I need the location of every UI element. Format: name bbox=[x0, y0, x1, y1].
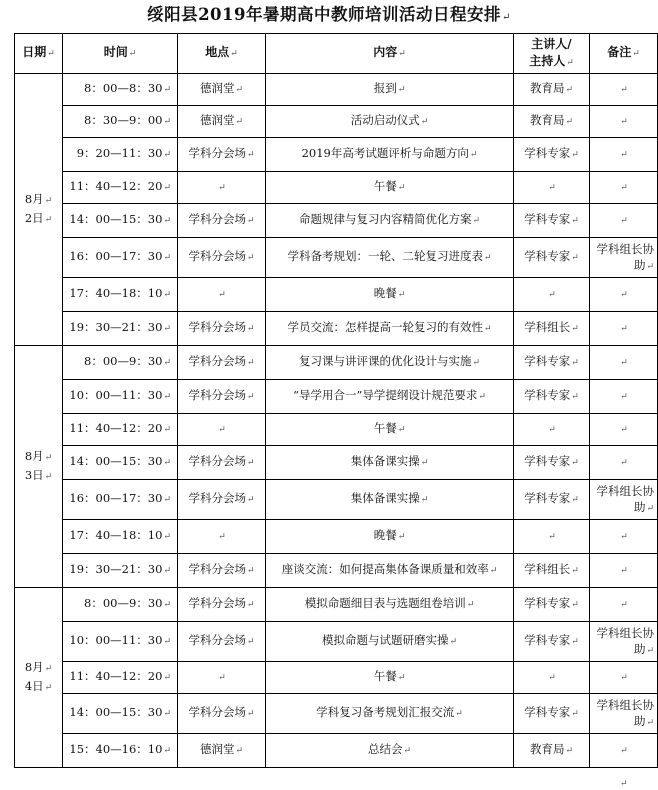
header-content: 内容↵ bbox=[266, 34, 514, 74]
time-cell: 11：40—12：20↵ bbox=[63, 172, 178, 204]
title-text: 绥阳县2019年暑期高中教师培训活动日程安排 bbox=[147, 5, 502, 24]
content-cell: 报到↵ bbox=[266, 74, 514, 106]
host-cell: 教育局↵ bbox=[514, 734, 590, 768]
note-cell: 学科组长协助↵ bbox=[590, 238, 658, 278]
date-cell: 8月↵ 2日↵ bbox=[15, 74, 63, 346]
place-cell: 学科分会场↵ bbox=[178, 588, 266, 622]
time-cell: 10：00—11：30↵ bbox=[63, 622, 178, 662]
content-cell: 晚餐↵ bbox=[266, 520, 514, 554]
host-cell: ↵ bbox=[514, 662, 590, 694]
place-cell: 学科分会场↵ bbox=[178, 446, 266, 480]
content-cell: 命题规律与复习内容精简优化方案↵ bbox=[266, 204, 514, 238]
note-cell: ↵ bbox=[590, 414, 658, 446]
time-cell: 14：00—15：30↵ bbox=[63, 694, 178, 734]
table-row bbox=[15, 74, 658, 106]
note-cell: ↵ bbox=[590, 554, 658, 588]
note-cell: 学科组长协助↵ bbox=[590, 480, 658, 520]
content-cell: 活动启动仪式↵ bbox=[266, 106, 514, 138]
place-cell: 德润堂↵ bbox=[178, 74, 266, 106]
content-cell: 学科复习备考规划汇报交流↵ bbox=[266, 694, 514, 734]
host-cell: 学科专家↵ bbox=[514, 480, 590, 520]
time-cell: 14：00—15：30↵ bbox=[63, 446, 178, 480]
table-row bbox=[15, 622, 658, 662]
content-cell: 学科备考规划：一轮、二轮复习进度表↵ bbox=[266, 238, 514, 278]
time-cell: 10：00—11：30↵ bbox=[63, 380, 178, 414]
place-cell: ↵ bbox=[178, 414, 266, 446]
content-cell: 总结会↵ bbox=[266, 734, 514, 768]
host-cell: 学科专家↵ bbox=[514, 346, 590, 380]
note-cell: 学科组长协助↵ bbox=[590, 694, 658, 734]
content-cell: 午餐↵ bbox=[266, 662, 514, 694]
header-row bbox=[15, 34, 658, 74]
content-cell: 2019年高考试题评析与命题方向↵ bbox=[266, 138, 514, 172]
content-cell: 晚餐↵ bbox=[266, 278, 514, 312]
time-cell: 8：00—9：30↵ bbox=[63, 346, 178, 380]
content-cell: 午餐↵ bbox=[266, 172, 514, 204]
place-cell: 学科分会场↵ bbox=[178, 346, 266, 380]
host-cell: 学科组长↵ bbox=[514, 554, 590, 588]
host-cell: ↵ bbox=[514, 414, 590, 446]
place-cell: 学科分会场↵ bbox=[178, 622, 266, 662]
header-place: 地点↵ bbox=[178, 34, 266, 74]
table-row bbox=[15, 588, 658, 622]
table-row bbox=[15, 694, 658, 734]
table-row bbox=[15, 238, 658, 278]
note-cell: ↵ bbox=[590, 380, 658, 414]
header-date: 日期↵ bbox=[15, 34, 63, 74]
paragraph-mark-icon: ↵ bbox=[620, 779, 628, 789]
header-host: 主讲人/ 主持人↵ bbox=[514, 34, 590, 74]
table-row bbox=[15, 554, 658, 588]
table-row bbox=[15, 312, 658, 346]
table-row bbox=[15, 138, 658, 172]
note-cell: ↵ bbox=[590, 278, 658, 312]
header-note: 备注↵ bbox=[590, 34, 658, 74]
host-cell: 学科专家↵ bbox=[514, 238, 590, 278]
place-cell: 学科分会场↵ bbox=[178, 694, 266, 734]
table-row bbox=[15, 278, 658, 312]
content-cell: “导学用合一”导学提纲设计规范要求↵ bbox=[266, 380, 514, 414]
host-cell: 学科专家↵ bbox=[514, 588, 590, 622]
host-cell: 学科专家↵ bbox=[514, 204, 590, 238]
note-cell: ↵ bbox=[590, 204, 658, 238]
place-cell: 德润堂↵ bbox=[178, 734, 266, 768]
table-row bbox=[15, 204, 658, 238]
place-cell: ↵ bbox=[178, 172, 266, 204]
note-cell: ↵ bbox=[590, 734, 658, 768]
time-cell: 8：30—9：00↵ bbox=[63, 106, 178, 138]
table-row bbox=[15, 346, 658, 380]
time-cell: 17：40—18：10↵ bbox=[63, 278, 178, 312]
host-cell: ↵ bbox=[514, 278, 590, 312]
content-cell: 模拟命题与试题研磨实操↵ bbox=[266, 622, 514, 662]
note-cell: ↵ bbox=[590, 74, 658, 106]
time-cell: 8：00—8：30↵ bbox=[63, 74, 178, 106]
note-cell: ↵ bbox=[590, 138, 658, 172]
table-row bbox=[15, 172, 658, 204]
place-cell: 学科分会场↵ bbox=[178, 380, 266, 414]
host-cell: 学科专家↵ bbox=[514, 380, 590, 414]
place-cell: 德润堂↵ bbox=[178, 106, 266, 138]
content-cell: 模拟命题细目表与选题组卷培训↵ bbox=[266, 588, 514, 622]
date-cell: 8月↵ 3日↵ bbox=[15, 346, 63, 588]
schedule-table bbox=[14, 33, 658, 768]
time-cell: 16：00—17：30↵ bbox=[63, 238, 178, 278]
note-cell: 学科组长协助↵ bbox=[590, 622, 658, 662]
content-cell: 复习课与讲评课的优化设计与实施↵ bbox=[266, 346, 514, 380]
time-cell: 8：00—9：30↵ bbox=[63, 588, 178, 622]
host-cell: ↵ bbox=[514, 520, 590, 554]
place-cell: ↵ bbox=[178, 278, 266, 312]
content-cell: 学员交流：怎样提高一轮复习的有效性↵ bbox=[266, 312, 514, 346]
note-cell: ↵ bbox=[590, 588, 658, 622]
note-cell: ↵ bbox=[590, 346, 658, 380]
host-cell: 学科专家↵ bbox=[514, 138, 590, 172]
content-cell: 午餐↵ bbox=[266, 414, 514, 446]
host-cell: 教育局↵ bbox=[514, 106, 590, 138]
place-cell: 学科分会场↵ bbox=[178, 480, 266, 520]
host-cell: 学科专家↵ bbox=[514, 446, 590, 480]
table-row bbox=[15, 380, 658, 414]
time-cell: 11：40—12：20↵ bbox=[63, 662, 178, 694]
table-row bbox=[15, 446, 658, 480]
content-cell: 座谈交流：如何提高集体备课质量和效率↵ bbox=[266, 554, 514, 588]
time-cell: 15：40—16：10↵ bbox=[63, 734, 178, 768]
table-row bbox=[15, 414, 658, 446]
table-row bbox=[15, 480, 658, 520]
time-cell: 9：20—11：30↵ bbox=[63, 138, 178, 172]
header-time: 时间↵ bbox=[63, 34, 178, 74]
table-row bbox=[15, 520, 658, 554]
note-cell: ↵ bbox=[590, 106, 658, 138]
time-cell: 19：30—21：30↵ bbox=[63, 312, 178, 346]
note-cell: ↵ bbox=[590, 446, 658, 480]
note-cell: ↵ bbox=[590, 312, 658, 346]
schedule-body bbox=[15, 74, 658, 768]
host-cell: 学科专家↵ bbox=[514, 694, 590, 734]
place-cell: 学科分会场↵ bbox=[178, 238, 266, 278]
host-cell: 学科专家↵ bbox=[514, 622, 590, 662]
place-cell: 学科分会场↵ bbox=[178, 554, 266, 588]
time-cell: 11：40—12：20↵ bbox=[63, 414, 178, 446]
content-cell: 集体备课实操↵ bbox=[266, 446, 514, 480]
place-cell: 学科分会场↵ bbox=[178, 204, 266, 238]
note-cell: ↵ bbox=[590, 172, 658, 204]
date-cell: 8月↵ 4日↵ bbox=[15, 588, 63, 768]
table-row bbox=[15, 106, 658, 138]
host-cell: 教育局↵ bbox=[514, 74, 590, 106]
place-cell: ↵ bbox=[178, 662, 266, 694]
note-cell: ↵ bbox=[590, 520, 658, 554]
time-cell: 16：00—17：30↵ bbox=[63, 480, 178, 520]
place-cell: ↵ bbox=[178, 520, 266, 554]
note-cell: ↵ bbox=[590, 662, 658, 694]
time-cell: 14：00—15：30↵ bbox=[63, 204, 178, 238]
time-cell: 17：40—18：10↵ bbox=[63, 520, 178, 554]
content-cell: 集体备课实操↵ bbox=[266, 480, 514, 520]
table-row bbox=[15, 662, 658, 694]
paragraph-mark-icon: ↵ bbox=[502, 12, 511, 23]
place-cell: 学科分会场↵ bbox=[178, 138, 266, 172]
host-cell: 学科组长↵ bbox=[514, 312, 590, 346]
place-cell: 学科分会场↵ bbox=[178, 312, 266, 346]
host-cell: ↵ bbox=[514, 172, 590, 204]
time-cell: 19：30—21：30↵ bbox=[63, 554, 178, 588]
table-row bbox=[15, 734, 658, 768]
page-title bbox=[0, 5, 658, 28]
